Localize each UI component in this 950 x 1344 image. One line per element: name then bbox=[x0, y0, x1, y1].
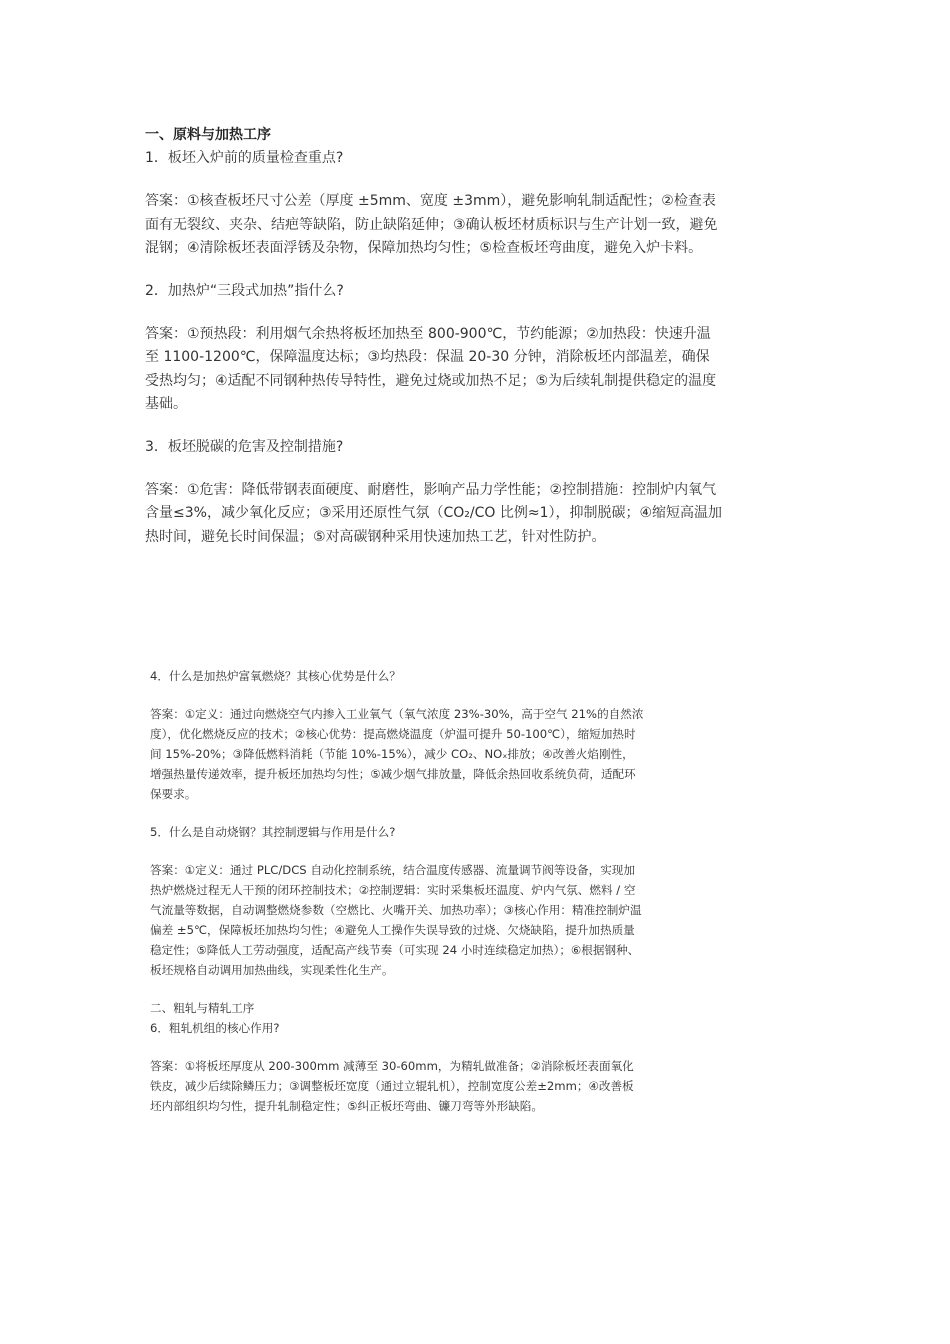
question-5: 5．什么是自动烧钢？其控制逻辑与作用是什么? bbox=[150, 825, 396, 839]
question-1: 1．板坯入炉前的质量检查重点? bbox=[145, 150, 344, 167]
answer-3: 答案：①危害：降低带钢表面硬度、耐磨性，影响产品力学性能；②控制措施：控制炉内氧气含量≤3%，减少氧化反应；③采用还原性气氛（CO₂/CO 比例≈1），抑制脱碳；④缩短高温加热时间，避免长时间保温；⑤对高碳钢种采用快速加热工艺，针对性防护。 bbox=[145, 482, 723, 545]
question-2: 2．加热炉“三段式加热”指什么? bbox=[145, 283, 344, 300]
answer-6: 答案：①将板坯厚度从 200-300mm 减薄至 30-60mm，为精轧做准备；②消除板坯表面氧化铁皮，减少后续除鳞压力；③调整板坯宽度（通过立辊轧机），控制宽度公差±2mm；④改善板坯内部组织均匀性，提升轧制稳定性；⑤纠正板坯弯曲、镰刀弯等外形缺陷。 bbox=[150, 1059, 634, 1113]
question-4: 4．什么是加热炉富氧燃烧？其核心优势是什么？ bbox=[150, 669, 401, 683]
answer-5: 答案：①定义：通过 PLC/DCS 自动化控制系统，结合温度传感器、流量调节阀等设备，实现加热炉燃烧过程无人干预的闭环控制技术；②控制逻辑：实时采集板坯温度、炉内气氛、燃料 / 空气流量等数据，自动调整燃烧参数（空燃比、火嘴开关、加热功率）；③核心作用：精准控制炉温偏差 ±5℃，保障板坯加热均匀性；④避免人工操作失误导致的过烧、欠烧缺陷，提升加热质量稳定性；⑤降低人工劳动强度，适配高产线节奏（可实现 24 小时连续稳定加热）；⑥根据钢种、板坯规格自动调用加热曲线，实现柔性化生产。 bbox=[150, 863, 642, 977]
document-part-1 bbox=[145, 124, 723, 549]
answer-4: 答案：①定义：通过向燃烧空气内掺入工业氧气（氧气浓度 23%-30%，高于空气 21%的自然浓度），优化燃烧反应的技术；②核心优势：提高燃烧温度（炉温可提升 50-100℃），缩短加热时间 15%-20%；③降低燃料消耗（节能 10%-15%），减少 CO₂、NOₓ排放；④改善火焰刚性，增强热量传递效率，提升板坯加热均匀性；⑤减少烟气排放量，降低余热回收系统负荷，适配环保要求。 bbox=[150, 707, 644, 801]
answer-1: 答案：①核查板坯尺寸公差（厚度 ±5mm、宽度 ±3mm），避免影响轧制适配性；②检查表面有无裂纹、夹杂、结疤等缺陷，防止缺陷延伸；③确认板坯材质标识与生产计划一致，避免混钢；④清除板坯表面浮锈及杂物，保障加热均匀性；⑤检查板坯弯曲度，避免入炉卡料。 bbox=[145, 193, 718, 256]
question-3: 3．板坯脱碳的危害及控制措施? bbox=[145, 439, 344, 456]
document-part-2 bbox=[150, 666, 645, 1116]
section-title-rolling: 二、粗轧与精轧工序 bbox=[150, 1001, 255, 1015]
answer-2: 答案：①预热段：利用烟气余热将板坯加热至 800-900℃，节约能源；②加热段：快速升温至 1100-1200℃，保障温度达标；③均热段：保温 20-30 分钟，消除板坯内部温差，确保受热均匀；④适配不同钢种热传导特性，避免过烧或加热不足；⑤为后续轧制提供稳定的温度基础。 bbox=[145, 326, 717, 412]
section-title-raw-material-heating: 一、原料与加热工序 bbox=[145, 127, 271, 143]
question-6: 6．粗轧机组的核心作用? bbox=[150, 1021, 280, 1035]
